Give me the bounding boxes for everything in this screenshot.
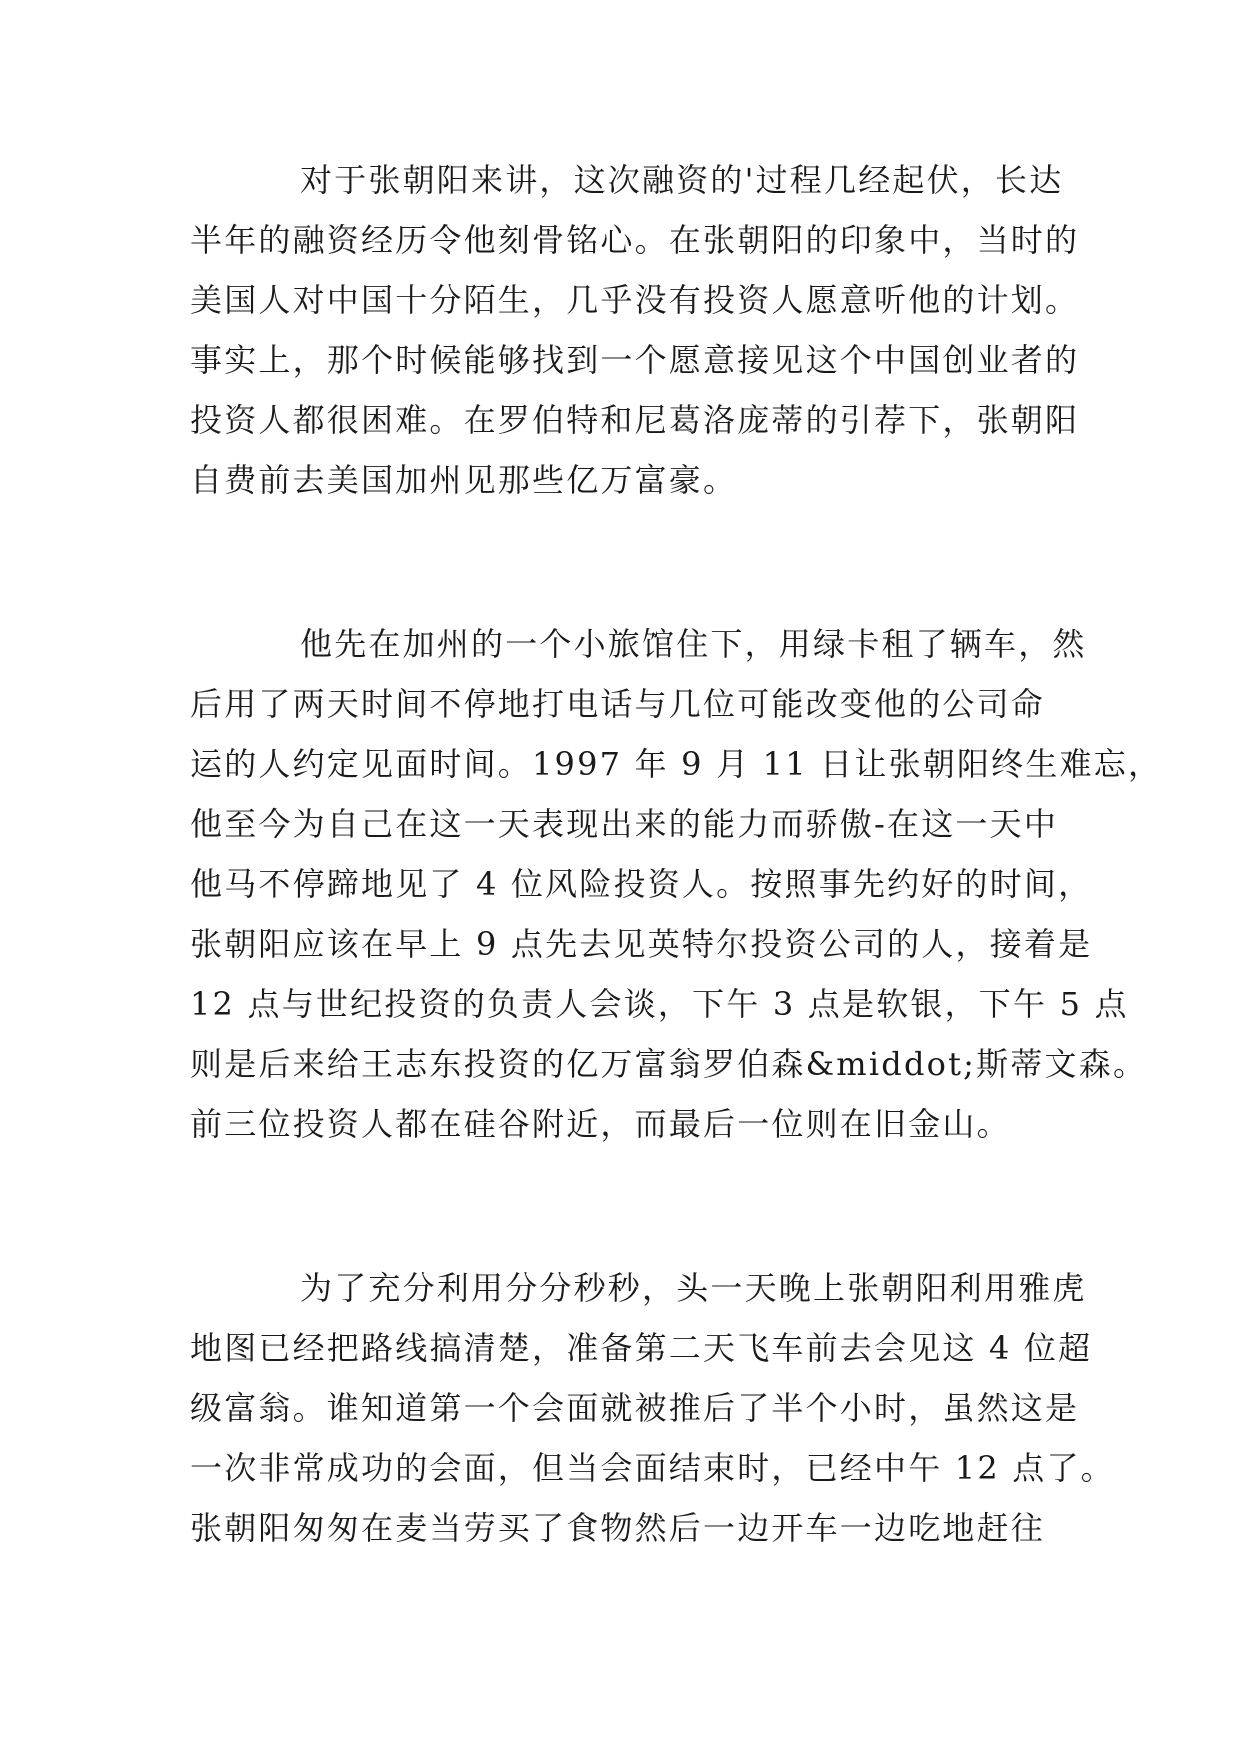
- paragraph-line: 事实上，那个时候能够找到一个愿意接见这个中国创业者的: [190, 341, 1080, 379]
- paragraph-line: 投资人都很困难。在罗伯特和尼葛洛庞蒂的引荐下，张朝阳: [190, 401, 1080, 439]
- paragraph-line: 自费前去美国加州见那些亿万富豪。: [190, 461, 738, 499]
- paragraph-line: 则是后来给王志东投资的亿万富翁罗伯森&middot;斯蒂文森。: [190, 1045, 1148, 1083]
- paragraph-line: 他马不停蹄地见了 4 位风险投资人。按照事先约好的时间，: [190, 865, 1093, 903]
- paragraph-line: 运的人约定见面时间。1997 年 9 月 11 日让张朝阳终生难忘，: [190, 745, 1163, 783]
- paragraph-line: 张朝阳应该在早上 9 点先去见英特尔投资公司的人，接着是: [190, 925, 1093, 963]
- paragraph-line: 级富翁。谁知道第一个会面就被推后了半个小时，虽然这是: [190, 1389, 1080, 1427]
- paragraph-line: 一次非常成功的会面，但当会面结束时，已经中午 12 点了。: [190, 1449, 1115, 1487]
- paragraph-line: 为了充分利用分分秒秒，头一天晚上张朝阳利用雅虎: [300, 1269, 1087, 1307]
- paragraph-line: 前三位投资人都在硅谷附近，而最后一位则在旧金山。: [190, 1105, 1011, 1143]
- paragraph-line: 后用了两天时间不停地打电话与几位可能改变他的公司命: [190, 685, 1046, 723]
- paragraph-line: 美国人对中国十分陌生，几乎没有投资人愿意听他的计划。: [190, 281, 1080, 319]
- paragraph-line: 地图已经把路线搞清楚，准备第二天飞车前去会见这 4 位超: [190, 1329, 1093, 1367]
- paragraph-line: 对于张朝阳来讲，这次融资的'过程几经起伏，长达: [300, 161, 1064, 199]
- paragraph-line: 半年的融资经历令他刻骨铭心。在张朝阳的印象中，当时的: [190, 221, 1080, 259]
- paragraph-line: 他先在加州的一个小旅馆住下，用绿卡租了辆车，然: [300, 625, 1087, 663]
- paragraph-line: 他至今为自己在这一天表现出来的能力而骄傲-在这一天中: [190, 805, 1059, 843]
- paragraph-line: 12 点与世纪投资的负责人会谈，下午 3 点是软银，下午 5 点: [190, 985, 1129, 1023]
- paragraph-line: 张朝阳匆匆在麦当劳买了食物然后一边开车一边吃地赶往: [190, 1509, 1046, 1547]
